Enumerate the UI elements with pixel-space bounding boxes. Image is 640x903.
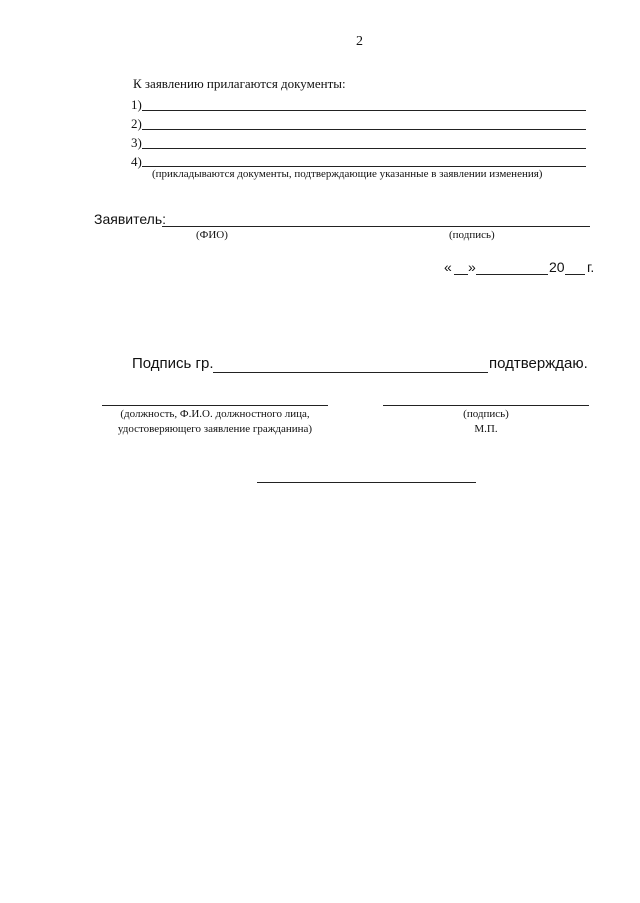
applicant-line[interactable] (162, 226, 590, 227)
attachment-line-2[interactable] (142, 129, 586, 130)
attachment-item-number: 1) (131, 97, 142, 112)
official-signature-caption: (подпись) (463, 408, 509, 420)
attachments-note: (прикладываются документы, подтверждающие указанные в заявлении изменения) (152, 168, 543, 180)
official-signature-line[interactable] (383, 405, 589, 406)
attachment-line-4[interactable] (142, 166, 586, 167)
attachment-item-number: 3) (131, 135, 142, 150)
official-position-caption-line1: (должность, Ф.И.О. должностного лица, (120, 408, 310, 420)
citizen-name-line[interactable] (213, 372, 488, 373)
date-year-suffix: г. (587, 259, 595, 275)
applicant-label: Заявитель: (94, 211, 167, 227)
date-year-field[interactable] (565, 274, 585, 275)
page-number: 2 (356, 34, 363, 49)
date-year-prefix: 20 (549, 259, 565, 275)
applicant-signature-caption: (подпись) (449, 229, 495, 241)
date-day-field[interactable] (454, 274, 468, 275)
closing-separator-line (257, 482, 476, 483)
date-close-quote: » (468, 259, 476, 275)
official-position-caption-line2: удостоверяющего заявление гражданина) (117, 423, 313, 435)
attachment-item-number: 4) (131, 154, 142, 169)
attachment-item-number: 2) (131, 116, 142, 131)
stamp-label: М.П. (474, 423, 498, 435)
attachment-line-3[interactable] (142, 148, 586, 149)
attachment-line-1[interactable] (142, 110, 586, 111)
official-position-line[interactable] (102, 405, 328, 406)
fio-caption: (ФИО) (196, 229, 228, 241)
date-open-quote: « (444, 259, 452, 275)
attachments-intro: К заявлению прилагаются документы: (133, 76, 346, 91)
confirmation-suffix: подтверждаю. (489, 355, 588, 372)
confirmation-prefix: Подпись гр. (132, 355, 214, 372)
date-month-field[interactable] (476, 274, 548, 275)
